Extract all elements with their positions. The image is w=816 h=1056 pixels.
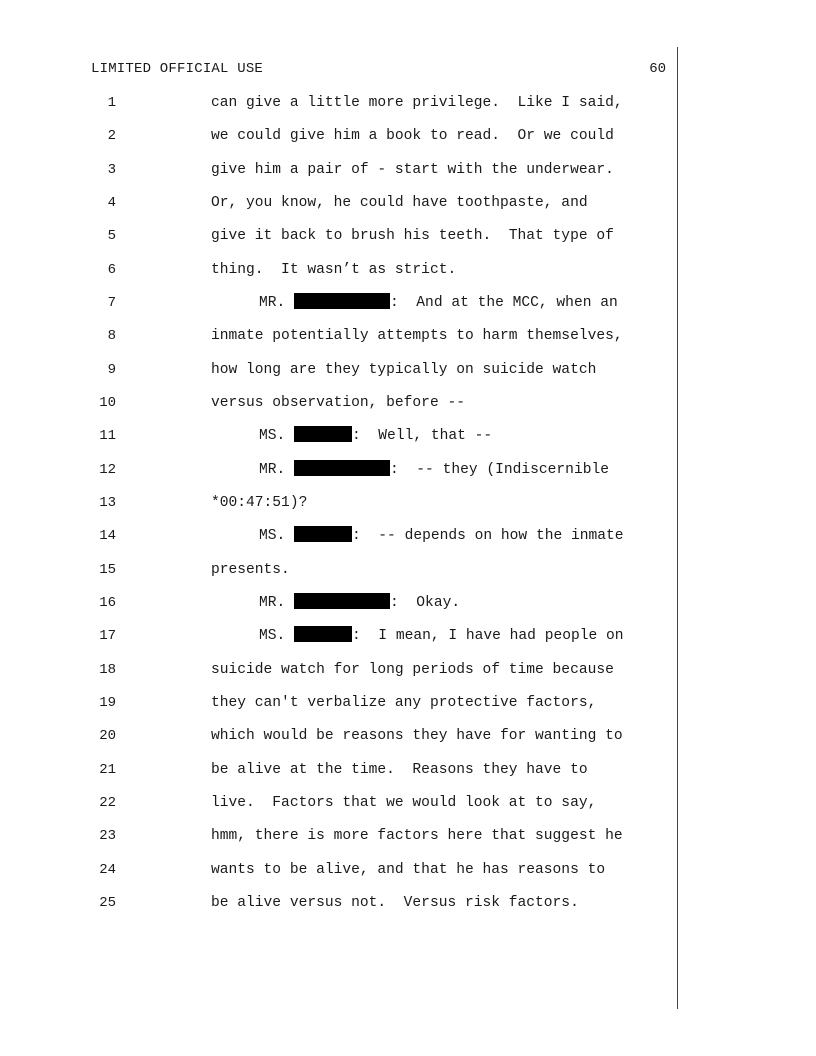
line-number: 7 bbox=[107, 295, 116, 311]
redaction-box bbox=[294, 626, 352, 642]
transcript-line bbox=[0, 893, 670, 913]
transcript-line bbox=[0, 760, 670, 780]
transcript-line bbox=[0, 426, 670, 446]
transcript-line bbox=[0, 626, 670, 646]
transcript-line bbox=[0, 826, 670, 846]
speaker-title: MS. bbox=[259, 428, 295, 444]
page-number: 60 bbox=[649, 61, 666, 77]
transcript-line bbox=[0, 860, 670, 880]
transcript-line bbox=[0, 326, 670, 346]
transcript-line bbox=[0, 360, 670, 380]
transcript-line bbox=[0, 393, 670, 413]
transcript-line bbox=[0, 660, 670, 680]
transcript-line bbox=[0, 126, 670, 146]
line-text: versus observation, before -- bbox=[211, 395, 465, 411]
redaction-box bbox=[294, 526, 352, 542]
line-number: 20 bbox=[99, 728, 116, 744]
line-text: they can't verbalize any protective factors, bbox=[211, 695, 597, 711]
line-number: 3 bbox=[107, 162, 116, 178]
line-number: 24 bbox=[99, 862, 116, 878]
line-number: 5 bbox=[107, 228, 116, 244]
line-text: : Well, that -- bbox=[352, 428, 493, 444]
line-text: wants to be alive, and that he has reasons to bbox=[211, 862, 606, 878]
speaker-line bbox=[259, 626, 624, 646]
line-text: : And at the MCC, when an bbox=[390, 295, 618, 311]
transcript-line bbox=[0, 526, 670, 546]
line-number: 18 bbox=[99, 662, 116, 678]
transcript-line bbox=[0, 560, 670, 580]
speaker-title: MR. bbox=[259, 595, 295, 611]
speaker-line bbox=[259, 426, 492, 446]
line-text: be alive versus not. Versus risk factors. bbox=[211, 895, 579, 911]
transcript-line bbox=[0, 693, 670, 713]
line-number: 10 bbox=[99, 395, 116, 411]
line-number: 13 bbox=[99, 495, 116, 511]
line-number: 9 bbox=[107, 362, 116, 378]
line-number: 19 bbox=[99, 695, 116, 711]
line-text: inmate potentially attempts to harm themselves, bbox=[211, 328, 623, 344]
line-text: : -- they (Indiscernible bbox=[390, 462, 609, 478]
line-text: can give a little more privilege. Like I said, bbox=[211, 95, 623, 111]
transcript-line bbox=[0, 260, 670, 280]
line-text: : I mean, I have had people on bbox=[352, 628, 624, 644]
line-text: presents. bbox=[211, 562, 290, 578]
line-text: which would be reasons they have for wanting to bbox=[211, 728, 623, 744]
line-text: give him a pair of - start with the underwear. bbox=[211, 162, 614, 178]
speaker-line bbox=[259, 526, 624, 546]
line-number: 12 bbox=[99, 462, 116, 478]
speaker-line bbox=[259, 293, 618, 313]
line-text: *00:47:51)? bbox=[211, 495, 308, 511]
speaker-title: MR. bbox=[259, 295, 295, 311]
redaction-box bbox=[294, 460, 390, 476]
line-number: 1 bbox=[107, 95, 116, 111]
line-text: be alive at the time. Reasons they have to bbox=[211, 762, 588, 778]
speaker-line bbox=[259, 593, 460, 613]
transcript-line bbox=[0, 793, 670, 813]
line-text: hmm, there is more factors here that suggest he bbox=[211, 828, 623, 844]
line-number: 23 bbox=[99, 828, 116, 844]
transcript-line bbox=[0, 160, 670, 180]
transcript-line bbox=[0, 226, 670, 246]
line-text: live. Factors that we would look at to say, bbox=[211, 795, 597, 811]
line-number: 15 bbox=[99, 562, 116, 578]
transcript-line bbox=[0, 293, 670, 313]
speaker-title: MR. bbox=[259, 462, 295, 478]
redaction-box bbox=[294, 293, 390, 309]
line-text: suicide watch for long periods of time because bbox=[211, 662, 614, 678]
right-margin-rule bbox=[677, 47, 678, 1009]
transcript-line bbox=[0, 193, 670, 213]
transcript-line bbox=[0, 493, 670, 513]
transcript-line bbox=[0, 93, 670, 113]
line-number: 4 bbox=[107, 195, 116, 211]
redaction-box bbox=[294, 426, 352, 442]
line-number: 16 bbox=[99, 595, 116, 611]
speaker-line bbox=[259, 460, 609, 480]
line-text: : Okay. bbox=[390, 595, 461, 611]
line-number: 6 bbox=[107, 262, 116, 278]
line-text: how long are they typically on suicide watch bbox=[211, 362, 597, 378]
transcript-line bbox=[0, 460, 670, 480]
classification-header: LIMITED OFFICIAL USE bbox=[91, 61, 264, 77]
line-number: 8 bbox=[107, 328, 116, 344]
speaker-title: MS. bbox=[259, 528, 295, 544]
line-text: we could give him a book to read. Or we could bbox=[211, 128, 614, 144]
line-number: 14 bbox=[99, 528, 116, 544]
line-text: give it back to brush his teeth. That type of bbox=[211, 228, 614, 244]
transcript-line bbox=[0, 593, 670, 613]
line-number: 17 bbox=[99, 628, 116, 644]
line-text: thing. It wasn’t as strict. bbox=[211, 262, 457, 278]
transcript-line bbox=[0, 726, 670, 746]
speaker-title: MS. bbox=[259, 628, 295, 644]
line-number: 22 bbox=[99, 795, 116, 811]
line-text: Or, you know, he could have toothpaste, and bbox=[211, 195, 588, 211]
line-number: 21 bbox=[99, 762, 116, 778]
line-number: 11 bbox=[99, 428, 116, 444]
redaction-box bbox=[294, 593, 390, 609]
line-text: : -- depends on how the inmate bbox=[352, 528, 624, 544]
line-number: 25 bbox=[99, 895, 116, 911]
line-number: 2 bbox=[107, 128, 116, 144]
